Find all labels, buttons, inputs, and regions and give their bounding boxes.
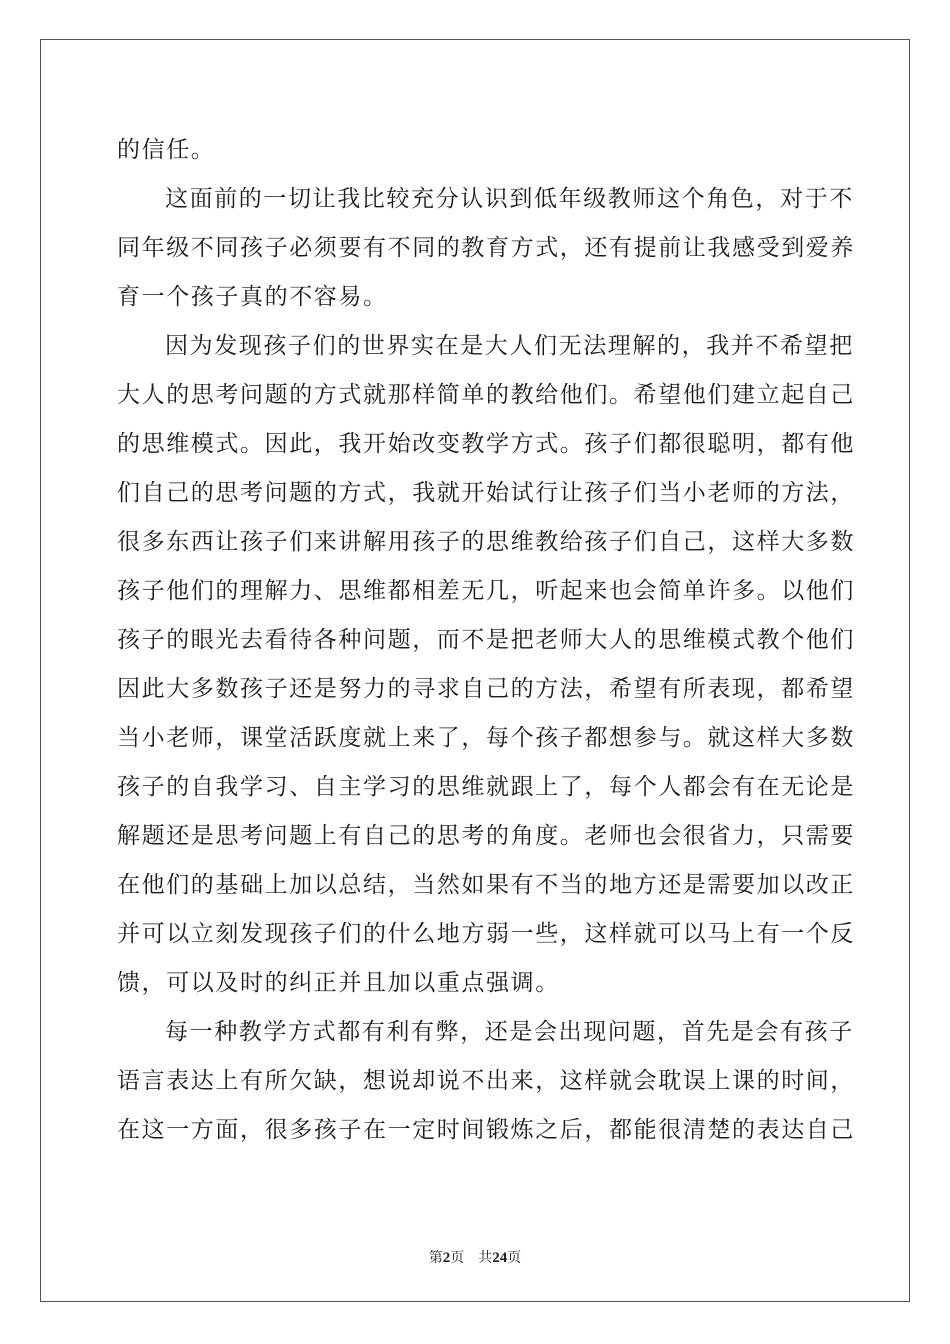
page-suffix: 页	[450, 1250, 465, 1266]
text-line: 当小老师，课堂活跃度就上来了，每个孩子都想参与。就这样大多数	[117, 725, 855, 751]
page-footer	[0, 1247, 950, 1267]
text-line: 这面前的一切让我比较充分认识到低年级教师这个角色，对于不	[165, 186, 854, 212]
text-line: 孩子的眼光去看待各种问题，而不是把老师大人的思维模式教个他们	[117, 627, 855, 653]
page-prefix: 第	[428, 1250, 443, 1266]
text-line: 在他们的基础上加以总结，当然如果有不当的地方还是需要加以改正	[117, 872, 855, 898]
text-line: 语言表达上有所欠缺，想说却说不出来，这样就会耽误上课的时间，	[117, 1068, 855, 1094]
total-pages: 24	[492, 1250, 508, 1266]
document-body	[117, 126, 855, 1155]
text-line: 同年级不同孩子必须要有不同的教育方式，还有提前让我感受到爱养	[117, 235, 855, 261]
text-line: 馈，可以及时的纠正并且加以重点强调。	[117, 970, 560, 996]
text-line: 的信任。	[117, 137, 216, 163]
text-line: 孩子的自我学习、自主学习的思维就跟上了，每个人都会有在无论是	[117, 774, 855, 800]
total-suffix: 页	[507, 1250, 522, 1266]
total-prefix: 共	[478, 1250, 493, 1266]
text-line: 们自己的思考问题的方式，我就开始试行让孩子们当小老师的方法，	[117, 480, 855, 506]
text-line: 并可以立刻发现孩子们的什么地方弱一些，这样就可以马上有一个反	[117, 921, 855, 947]
text-line: 每一种教学方式都有利有弊，还是会出现问题，首先是会有孩子	[165, 1019, 854, 1045]
page-number: 2	[442, 1250, 451, 1266]
text-line: 孩子他们的理解力、思维都相差无几，听起来也会简单许多。以他们	[117, 578, 855, 604]
text-line: 很多东西让孩子们来讲解用孩子的思维教给孩子们自己，这样大多数	[117, 529, 855, 555]
text-line: 解题还是思考问题上有自己的思考的角度。老师也会很省力，只需要	[117, 823, 855, 849]
text-line: 因此大多数孩子还是努力的寻求自己的方法，希望有所表现，都希望	[117, 676, 855, 702]
text-line: 在这一方面，很多孩子在一定时间锻炼之后，都能很清楚的表达自己	[117, 1117, 855, 1143]
text-line: 因为发现孩子们的世界实在是大人们无法理解的，我并不希望把	[165, 333, 854, 359]
text-line: 的思维模式。因此，我开始改变教学方式。孩子们都很聪明，都有他	[117, 431, 855, 457]
text-line: 大人的思考问题的方式就那样简单的教给他们。希望他们建立起自己	[117, 382, 855, 408]
text-line: 育一个孩子真的不容易。	[117, 284, 388, 310]
